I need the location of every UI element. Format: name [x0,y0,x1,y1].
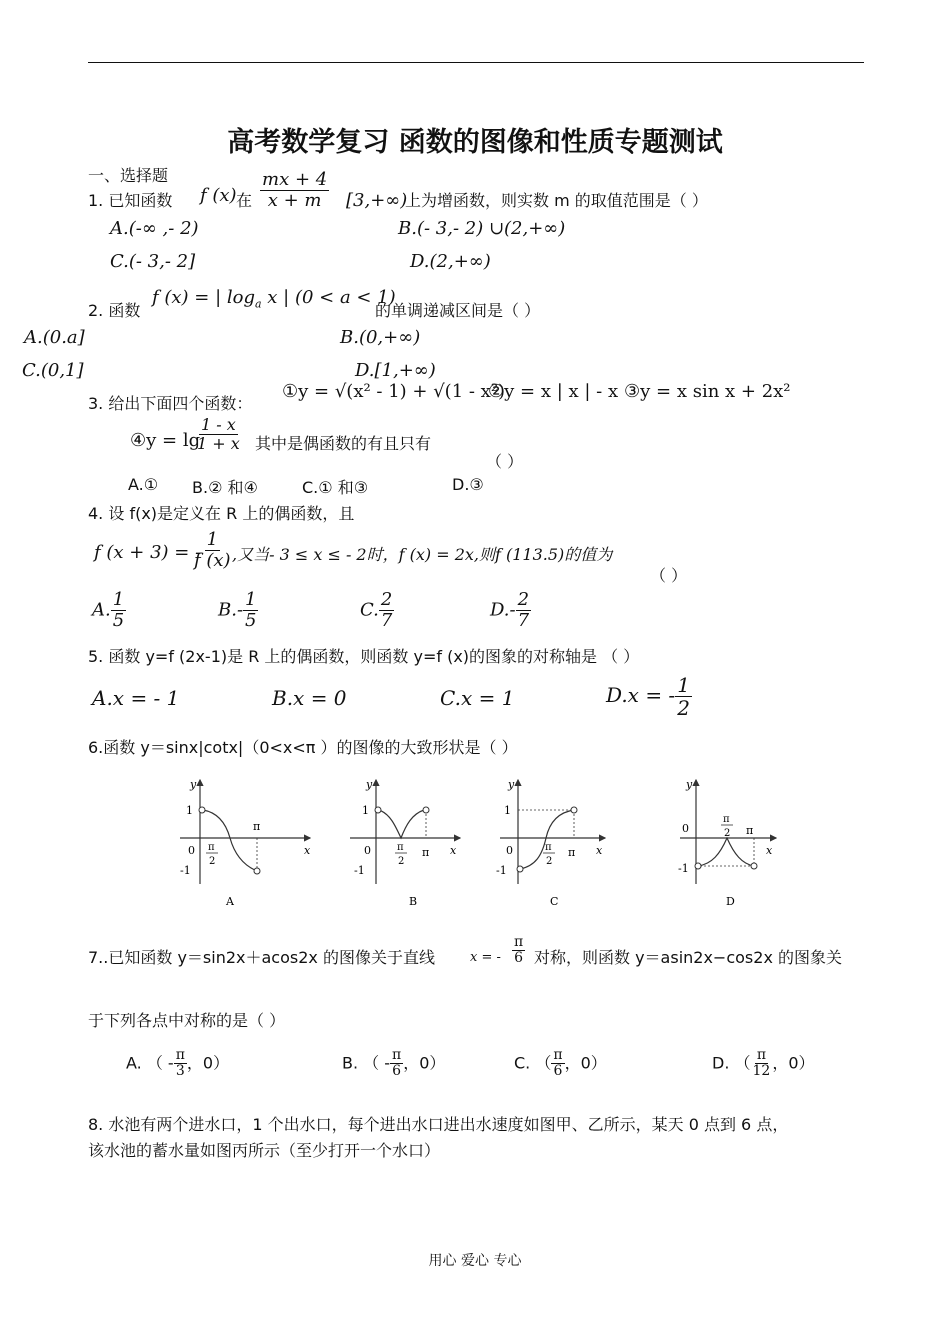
q6-text: 6.函数 y＝sinx|cotx|（0<x<π ）的图像的大致形状是（ ） [88,738,518,757]
graph-c-pi: π [568,846,576,859]
q7-b-post: ，0） [403,1053,446,1073]
q4-line1: 4. 设 f(x)是定义在 R 上的偶函数，且 [88,504,355,523]
q3-func-1: ①y = √(x² - 1) + √(1 - x²) [282,381,506,402]
q4-a-label: A. [92,599,111,621]
q7-d-den: 12 [752,1063,771,1080]
graph-a-halfpi-den: 2 [209,856,216,867]
q7-d-pre: D. （ [712,1053,751,1073]
q3-option-d: D.③ [452,475,484,494]
q4-c-label: C. [360,599,379,621]
q3-func-4-fraction [195,416,242,452]
graph-b-y-label: y [366,778,373,791]
graph-d-label: D [726,895,735,908]
graph-b-pi: π [422,846,430,859]
graph-c-y-label: y [508,778,515,791]
q6-graph-c [496,778,605,908]
q2-expression [152,287,396,311]
q3-option-b: B.② 和④ [192,478,258,497]
q7-text-b: 对称，则函数 y＝asin2x−cos2x 的图象关 [534,948,842,967]
q1-zai: 在 [236,191,253,210]
q2-expr-b: x | (0 < a < 1) [261,287,396,308]
q1-prefix: 1. 已知函数 [88,191,173,210]
graph-d-halfpi-den: 2 [724,828,731,839]
section-heading: 一、选择题 [88,166,169,185]
q1-f: f (x) [200,185,237,206]
graph-b-open-point-end [423,807,429,813]
q5-text: 5. 函数 y=f (2x-1)是 R 上的偶函数，则函数 y=f (x)的图象的对称轴是 （ ） [88,647,640,666]
graph-a-one: 1 [186,804,193,817]
graph-d-x-label: x [766,844,773,857]
q7-b-num: π [392,1047,402,1063]
q4-lhs: f (x + 3) = - [94,542,202,563]
q3-func-2: ②y = x | x | - x [488,381,619,402]
graph-b-zero: 0 [364,844,371,857]
q7-line2: 于下列各点中对称的是（ ） [88,1011,286,1030]
q2-suffix: 的单调递减区间是（ ） [375,301,541,320]
graph-a-open-point-start [199,807,205,813]
q4-a-den: 5 [112,609,125,631]
q7-line-fraction [512,935,525,967]
q1-option-b: B.(- 3,- 2) ∪(2,+∞) [398,218,566,239]
q4-d-num: 2 [517,589,530,610]
q7-den: 6 [514,950,524,967]
q4-num: 1 [206,529,219,550]
graph-b-curve [379,810,424,838]
q1-option-c: C.(- 3,- 2] [110,251,196,272]
q2-prefix: 2. 函数 [88,301,141,320]
graph-d-neg-one: -1 [678,862,689,875]
q4-d-label: D.- [490,599,516,621]
q4-option-c [360,590,394,631]
q7-c-pre: C. （ [514,1053,552,1073]
q6-graphs [150,770,810,915]
q7-option-a [126,1048,229,1080]
q3-func-4-lhs: ④y = lg [130,430,201,451]
q6-graph-d [678,778,776,908]
q5-d-den: 2 [677,696,690,720]
q7-option-c [514,1048,607,1080]
q7-text-a: 7..已知函数 y＝sin2x＋acos2x 的图像关于直线 [88,948,435,967]
q8-line1: 8. 水池有两个进水口，1 个出水口，每个进出水口进出水速度如图甲、乙所示，某天 0 点到 6 点， [88,1115,789,1134]
q4-option-b [218,590,258,631]
q4-b-label: B.- [218,599,244,621]
q2-option-a: A.(0.a] [24,327,85,348]
q1-den: x + m [267,189,322,211]
q7-a-pre: A. （ - [126,1053,174,1073]
q7-a-post: ，0） [186,1053,230,1073]
q3-func-3: ③y = x sin x + 2x² [624,381,791,402]
q7-option-d [712,1048,815,1080]
graph-d-pi: π [746,824,754,837]
q2-option-d: D.[1,+∞) [355,360,436,381]
header-rule [88,62,864,63]
q4-b-num: 1 [245,589,257,610]
graph-c-zero: 0 [506,844,513,857]
graph-a-x-label: x [304,844,311,857]
q1-num: mx + 4 [262,169,328,190]
graph-d-y-label: y [686,778,693,791]
q7-c-den: 6 [553,1063,563,1080]
graph-a-y-label: y [190,778,197,791]
graph-d-open-point-start [695,863,701,869]
graph-c-open-point-end [571,807,577,813]
q3-option-a: A.① [128,475,159,494]
q1-option-a: A.(-∞ ,- 2) [110,218,199,239]
graph-c-label: C [550,895,559,908]
q3-prefix: 3. 给出下面四个函数： [88,394,253,413]
q4-c-num: 2 [380,589,393,610]
q3-answer-paren: （ ） [486,452,524,471]
q7-x-eq: x = - [470,950,501,965]
graph-c-halfpi-num: π [545,842,552,853]
graph-a-halfpi-num: π [208,842,215,853]
q4-rest: ,又当- 3 ≤ x ≤ - 2时，f (x) = 2x,则f (113.5)的值为 [232,545,613,564]
q7-d-num: π [756,1047,767,1063]
q1-option-d: D.(2,+∞) [410,251,491,272]
q7-c-post: ，0） [564,1053,607,1073]
q4-b-den: 5 [245,609,257,631]
graph-d-curve [698,838,754,866]
graph-a-zero: 0 [188,844,195,857]
graph-c-one: 1 [504,804,511,817]
graph-b-label: B [409,895,418,908]
q7-a-den: 3 [175,1063,185,1080]
graph-b-x-label: x [450,844,457,857]
q7-option-b [342,1048,445,1080]
graph-b-halfpi-den: 2 [398,856,405,867]
graph-c-neg-one: -1 [496,864,507,877]
graph-b-halfpi-num: π [397,842,404,853]
page-title: 高考数学复习 函数的图像和性质专题测试 [227,127,723,158]
q6-graph-a [180,778,311,908]
graph-a-pi: π [253,820,261,833]
q4-fraction [192,530,233,571]
q3-f4-den: 1 + x [197,433,240,453]
q7-b-pre: B. （ - [342,1053,391,1073]
q7-d-post: ，0） [772,1053,815,1073]
q7-c-num: π [553,1047,563,1063]
q4-den: f (x) [194,549,231,571]
graph-b-neg-one: -1 [354,864,365,877]
graph-d-zero: 0 [682,822,689,835]
q2-option-c: C.(0,1] [22,360,84,381]
q5-option-b: B.x = 0 [272,686,347,710]
graph-a-open-point-end [254,868,260,874]
q2-expr-a: f (x) = | log [152,287,256,308]
q4-option-d [490,590,531,631]
q1-fraction [260,170,329,211]
q1-suffix: 上为增函数，则实数 m 的取值范围是（ ） [405,191,708,210]
graph-b-one: 1 [362,804,369,817]
q5-d-num: 1 [677,673,690,697]
q4-c-den: 7 [380,609,393,631]
q3-tail: 其中是偶函数的有且只有 [255,434,432,453]
q4-answer-paren: （ ） [650,566,688,585]
q7-num: π [514,934,524,950]
q5-d-label: D.x = - [606,683,676,707]
q3-option-c: C.① 和③ [302,478,369,497]
q2-sub: a [255,297,262,311]
q5-option-a: A.x = - 1 [92,686,180,710]
page-footer: 用心 爱心 专心 [428,1253,522,1269]
graph-c-x-label: x [596,844,603,857]
q5-option-c: C.x = 1 [440,686,515,710]
q4-a-num: 1 [112,589,125,610]
graph-a-label: A [226,895,234,908]
q7-b-den: 6 [392,1063,402,1080]
q8-line2: 该水池的蓄水量如图丙所示（至少打开一个水口） [88,1141,441,1160]
graph-a-neg-one: -1 [180,864,191,877]
q2-option-b: B.(0,+∞) [340,327,421,348]
q3-f4-num: 1 - x [201,415,236,434]
graph-d-open-point-end [751,863,757,869]
q1-interval: [3,+∞) [346,190,408,211]
graph-d-halfpi-num: π [723,814,730,825]
q6-graph-b [350,778,460,908]
graph-c-open-point-start [517,866,523,872]
q4-option-a [92,590,126,631]
graph-b-open-point-start [375,807,381,813]
q5-option-d [606,674,692,719]
graph-c-halfpi-den: 2 [546,856,553,867]
q4-d-den: 7 [517,609,530,631]
q7-a-num: π [175,1047,185,1063]
